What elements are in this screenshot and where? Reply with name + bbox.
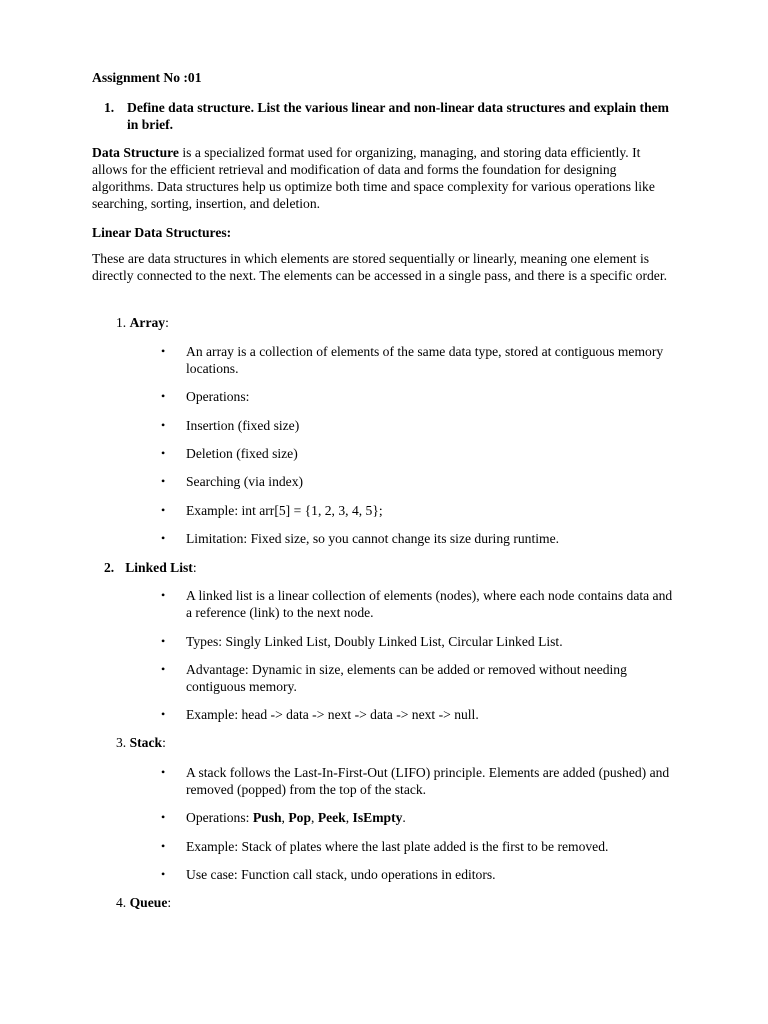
operation-peek: Peek xyxy=(317,810,346,825)
linear-description: These are data structures in which elements are stored sequentially or linearly, meaning one element is directly connected to the next. The elements can be accessed in a single pass, and there is a specific order. xyxy=(92,251,667,283)
linked-list-bullet-text: Types: Singly Linked List, Doubly Linked List, Circular Linked List. xyxy=(186,634,563,649)
array-bullet xyxy=(161,473,676,490)
queue-item xyxy=(116,894,171,911)
array-bullet-text: Limitation: Fixed size, so you cannot change its size during runtime. xyxy=(186,531,559,546)
bullet-icon: • xyxy=(161,839,166,853)
linked-list-bullet-text: Example: head -> data -> next -> data -> next -> null. xyxy=(186,707,479,722)
bullet-icon: • xyxy=(161,707,166,721)
bullet-icon: • xyxy=(161,588,166,602)
bullet-icon: • xyxy=(161,418,166,432)
bullet-icon: • xyxy=(161,344,166,358)
array-bullet-text: Insertion (fixed size) xyxy=(186,418,300,433)
stack-label: Stack xyxy=(129,735,163,750)
linked-list-bullet-text: Advantage: Dynamic in size, elements can be added or removed without needing contiguous memory. xyxy=(186,662,627,694)
question-text: Define data structure. List the various linear and non-linear data structures and explain them in brief. xyxy=(127,100,670,132)
array-bullet xyxy=(161,417,676,434)
bullet-icon: • xyxy=(161,867,166,881)
array-bullet xyxy=(161,343,676,377)
bullet-icon: • xyxy=(161,634,166,648)
stack-item xyxy=(116,734,166,751)
stack-number: 3. xyxy=(116,735,130,750)
array-bullet-text: Example: int arr[5] = {1, 2, 3, 4, 5}; xyxy=(186,503,383,518)
array-bullet xyxy=(161,445,676,462)
queue-label: Queue xyxy=(129,895,168,910)
stack-operations-bullet xyxy=(161,809,676,826)
intro-paragraph xyxy=(92,144,676,212)
stack-operations-text: Operations: Push, Pop, Peek, IsEmpty. xyxy=(186,810,406,825)
array-bullet xyxy=(161,530,676,547)
array-bullet-text: Searching (via index) xyxy=(186,474,304,489)
linked-list-bullet-text: A linked list is a linear collection of elements (nodes), where each node contains data and a reference (link) to the next node. xyxy=(186,588,673,620)
stack-bullet xyxy=(161,764,676,798)
bullet-icon: • xyxy=(161,810,166,824)
array-bullet xyxy=(161,388,676,405)
linked-list-suffix: : xyxy=(192,560,197,575)
bullet-icon: • xyxy=(161,446,166,460)
array-suffix: : xyxy=(165,315,169,330)
assignment-title: Assignment No :01 xyxy=(92,70,202,85)
bullet-icon: • xyxy=(161,474,166,488)
array-label: Array xyxy=(129,315,166,330)
linked-list-label: Linked List xyxy=(125,560,193,575)
stack-bullet-text: A stack follows the Last-In-First-Out (LIFO) principle. Elements are added (pushed) and removed (popped) from the top of the stack. xyxy=(186,765,670,797)
linear-heading: Linear Data Structures: xyxy=(92,225,232,240)
stack-bullet xyxy=(161,866,676,883)
linked-list-bullet xyxy=(161,633,676,650)
question-number: 1. xyxy=(104,100,115,115)
array-bullet-text: An array is a collection of elements of the same data type, stored at contiguous memory locations. xyxy=(186,344,664,376)
array-bullet-text: Operations: xyxy=(186,389,250,404)
linked-list-bullet xyxy=(161,587,676,621)
array-number: 1. xyxy=(116,315,130,330)
bullet-icon: • xyxy=(161,503,166,517)
stack-suffix: : xyxy=(162,735,166,750)
bullet-icon: • xyxy=(161,389,166,403)
question-1 xyxy=(104,99,674,133)
array-bullet-text: Deletion (fixed size) xyxy=(186,446,298,461)
operation-isempty: IsEmpty xyxy=(352,810,403,825)
operation-pop: Pop xyxy=(288,810,312,825)
array-item xyxy=(116,314,169,331)
bullet-icon: • xyxy=(161,531,166,545)
bullet-icon: • xyxy=(161,662,166,676)
queue-number: 4. xyxy=(116,895,130,910)
intro-term: Data Structure xyxy=(92,145,179,160)
array-bullet xyxy=(161,502,676,519)
intro-text: is a specialized format used for organizing, managing, and storing data efficiently. It allows for the efficient retrieval and modification of data and forms the foundation for designing algorithms. Data structures help us optimize both time and space complexity for various operations like searching, sorting, insertion, and deletion. xyxy=(92,145,655,211)
linked-list-item xyxy=(104,559,197,576)
queue-suffix: : xyxy=(167,895,172,910)
linked-list-bullet xyxy=(161,661,676,695)
stack-bullet-text: Use case: Function call stack, undo operations in editors. xyxy=(186,867,496,882)
stack-bullet-text: Example: Stack of plates where the last plate added is the first to be removed. xyxy=(186,839,609,854)
stack-bullet xyxy=(161,838,676,855)
linked-list-bullet xyxy=(161,706,676,723)
bullet-icon: • xyxy=(161,765,166,779)
operation-push: Push xyxy=(252,810,282,825)
linked-list-number: 2. xyxy=(104,560,115,575)
